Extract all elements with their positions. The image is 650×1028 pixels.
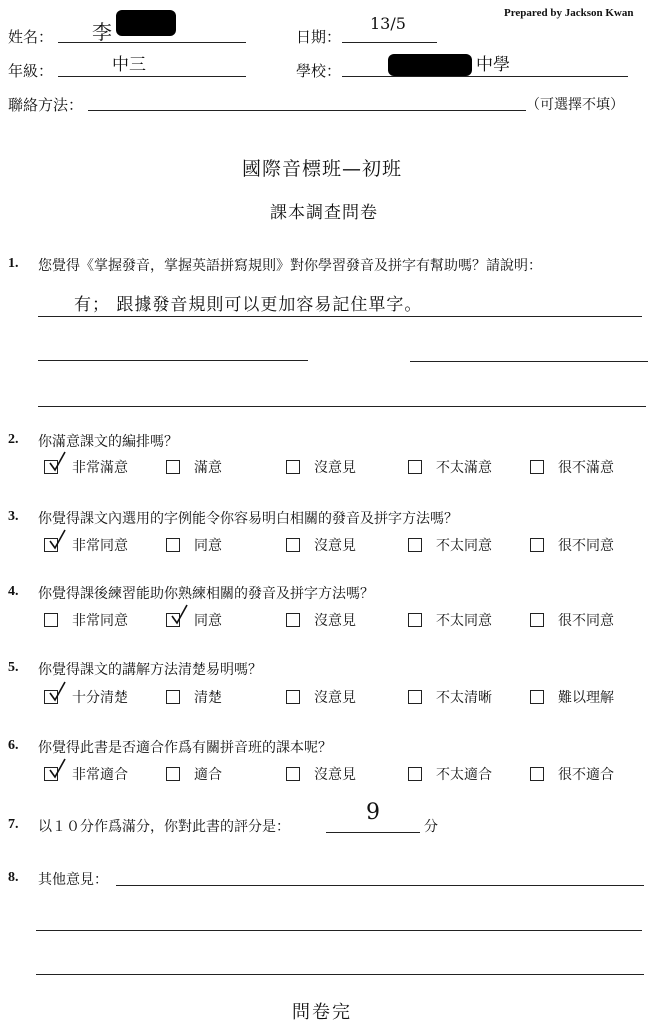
q4-number: 4. [8, 584, 19, 599]
date-label: 日期： [296, 28, 342, 46]
q7-unit: 分 [424, 819, 438, 835]
q5-text: 你覺得課文的講解方法清楚易明嗎？ [38, 662, 262, 678]
q2-option-3[interactable] [286, 457, 356, 477]
checkbox[interactable] [408, 767, 422, 781]
date-value[interactable]: 13/5 [370, 14, 406, 33]
date-line [342, 42, 437, 43]
q8-line-2[interactable] [36, 930, 642, 931]
checkbox[interactable] [408, 460, 422, 474]
checkbox[interactable] [408, 613, 422, 627]
q5-option-2[interactable] [166, 687, 222, 707]
option-label: 同意 [194, 613, 222, 629]
q3-number: 3. [8, 509, 19, 524]
checkbox[interactable] [286, 767, 300, 781]
q6-option-1[interactable] [44, 764, 128, 784]
name-value[interactable]: 李 [92, 20, 112, 44]
option-label: 不太同意 [436, 613, 492, 629]
name-line [58, 42, 246, 43]
check-mark-icon [47, 758, 67, 780]
q4-option-5[interactable] [530, 610, 614, 630]
q1-answer-line-3[interactable] [38, 406, 646, 407]
q6-option-2[interactable] [166, 764, 222, 784]
page-title: 國際音標班—初班 [242, 158, 403, 180]
q4-text: 你覺得課後練習能助你熟練相關的發音及拼字方法嗎？ [38, 586, 374, 602]
check-mark-icon [47, 451, 67, 473]
option-label: 很不同意 [558, 538, 614, 554]
name-label: 姓名： [8, 28, 54, 46]
checkbox[interactable] [286, 538, 300, 552]
q6-option-5[interactable] [530, 764, 614, 784]
option-label: 不太清晰 [436, 690, 492, 706]
q5-option-5[interactable] [530, 687, 614, 707]
option-label: 很不滿意 [558, 460, 614, 476]
option-label: 沒意見 [314, 460, 356, 476]
q7-text: 以１０分作爲滿分，你對此書的評分是： [38, 819, 290, 835]
checkbox[interactable] [530, 613, 544, 627]
q3-option-2[interactable] [166, 535, 222, 555]
option-label: 非常同意 [72, 613, 128, 629]
option-label: 非常同意 [72, 538, 128, 554]
q6-option-3[interactable] [286, 764, 356, 784]
checkbox[interactable] [44, 538, 58, 552]
page-subtitle: 課本調查問卷 [270, 203, 378, 223]
grade-label: 年級： [8, 62, 54, 80]
q4-option-3[interactable] [286, 610, 356, 630]
q2-option-4[interactable] [408, 457, 492, 477]
check-mark-icon [47, 529, 67, 551]
option-label: 很不同意 [558, 613, 614, 629]
q2-option-5[interactable] [530, 457, 614, 477]
option-label: 非常滿意 [72, 460, 128, 476]
checkbox[interactable] [166, 538, 180, 552]
option-label: 難以理解 [558, 690, 614, 706]
q1-answer-line-2b[interactable] [410, 361, 648, 362]
checkbox[interactable] [530, 460, 544, 474]
q7-score-value[interactable]: 9 [366, 800, 380, 825]
name-redaction [116, 10, 176, 36]
option-label: 很不適合 [558, 767, 614, 783]
q6-option-4[interactable] [408, 764, 492, 784]
questionnaire-end: 問卷完 [292, 1002, 352, 1023]
q3-option-5[interactable] [530, 535, 614, 555]
q8-line-3[interactable] [36, 974, 644, 975]
q2-option-2[interactable] [166, 457, 222, 477]
q8-text: 其他意見： [38, 872, 108, 888]
checkbox[interactable] [408, 538, 422, 552]
option-label: 不太適合 [436, 767, 492, 783]
checkbox[interactable] [44, 613, 58, 627]
checkbox[interactable] [166, 690, 180, 704]
q5-option-1[interactable] [44, 687, 128, 707]
q5-number: 5. [8, 660, 19, 675]
school-value[interactable]: 中學 [476, 55, 510, 75]
checkbox[interactable] [44, 690, 58, 704]
contact-label: 聯絡方法： [8, 96, 84, 114]
q7-number: 7. [8, 817, 19, 832]
q4-option-2[interactable] [166, 610, 222, 630]
checkbox[interactable] [286, 690, 300, 704]
option-label: 清楚 [194, 690, 222, 706]
checkbox[interactable] [166, 767, 180, 781]
q5-option-3[interactable] [286, 687, 356, 707]
q8-line-1[interactable] [116, 885, 644, 886]
q5-option-4[interactable] [408, 687, 492, 707]
q2-number: 2. [8, 432, 19, 447]
q1-number: 1. [8, 256, 19, 271]
q2-text: 你滿意課文的編排嗎？ [38, 434, 178, 450]
school-line [342, 76, 628, 77]
option-label: 非常適合 [72, 767, 128, 783]
check-mark-icon [169, 604, 189, 626]
grade-value[interactable]: 中三 [112, 55, 146, 75]
prepared-by: Prepared by Jackson Kwan [504, 7, 634, 19]
option-label: 沒意見 [314, 767, 356, 783]
q3-option-3[interactable] [286, 535, 356, 555]
checkbox[interactable] [44, 767, 58, 781]
q3-text: 你覺得課文內選用的字例能令你容易明白相關的發音及拼字方法嗎？ [38, 511, 458, 527]
q4-option-4[interactable] [408, 610, 492, 630]
q2-option-1[interactable] [44, 457, 128, 477]
checkbox[interactable] [166, 613, 180, 627]
contact-line[interactable] [88, 110, 526, 111]
q1-answer-line-2a[interactable] [38, 360, 308, 361]
checkbox[interactable] [530, 767, 544, 781]
option-label: 沒意見 [314, 538, 356, 554]
q6-number: 6. [8, 738, 19, 753]
q1-answer[interactable]: 有； 跟據發音規則可以更加容易記住單字。 [74, 295, 423, 315]
checkbox[interactable] [166, 460, 180, 474]
option-label: 同意 [194, 538, 222, 554]
school-redaction [388, 54, 472, 76]
contact-note: （可選擇不填） [526, 97, 624, 113]
school-label: 學校： [296, 62, 342, 80]
option-label: 十分清楚 [72, 690, 128, 706]
q6-text: 你覺得此書是否適合作爲有關拼音班的課本呢？ [38, 740, 332, 756]
q8-number: 8. [8, 870, 19, 885]
check-mark-icon [47, 681, 67, 703]
option-label: 沒意見 [314, 613, 356, 629]
grade-line [58, 76, 246, 77]
checkbox[interactable] [530, 538, 544, 552]
q1-answer-line-1[interactable] [38, 316, 642, 317]
q7-score-line[interactable] [326, 832, 420, 833]
checkbox[interactable] [408, 690, 422, 704]
option-label: 沒意見 [314, 690, 356, 706]
option-label: 適合 [194, 767, 222, 783]
checkbox[interactable] [286, 613, 300, 627]
q4-option-1[interactable] [44, 610, 128, 630]
checkbox[interactable] [44, 460, 58, 474]
q3-option-4[interactable] [408, 535, 492, 555]
option-label: 滿意 [194, 460, 222, 476]
q3-option-1[interactable] [44, 535, 128, 555]
checkbox[interactable] [530, 690, 544, 704]
option-label: 不太滿意 [436, 460, 492, 476]
checkbox[interactable] [286, 460, 300, 474]
option-label: 不太同意 [436, 538, 492, 554]
q1-text: 您覺得《掌握發音，掌握英語拼寫規則》對你學習發音及拼字有幫助嗎？請說明： [38, 258, 542, 274]
